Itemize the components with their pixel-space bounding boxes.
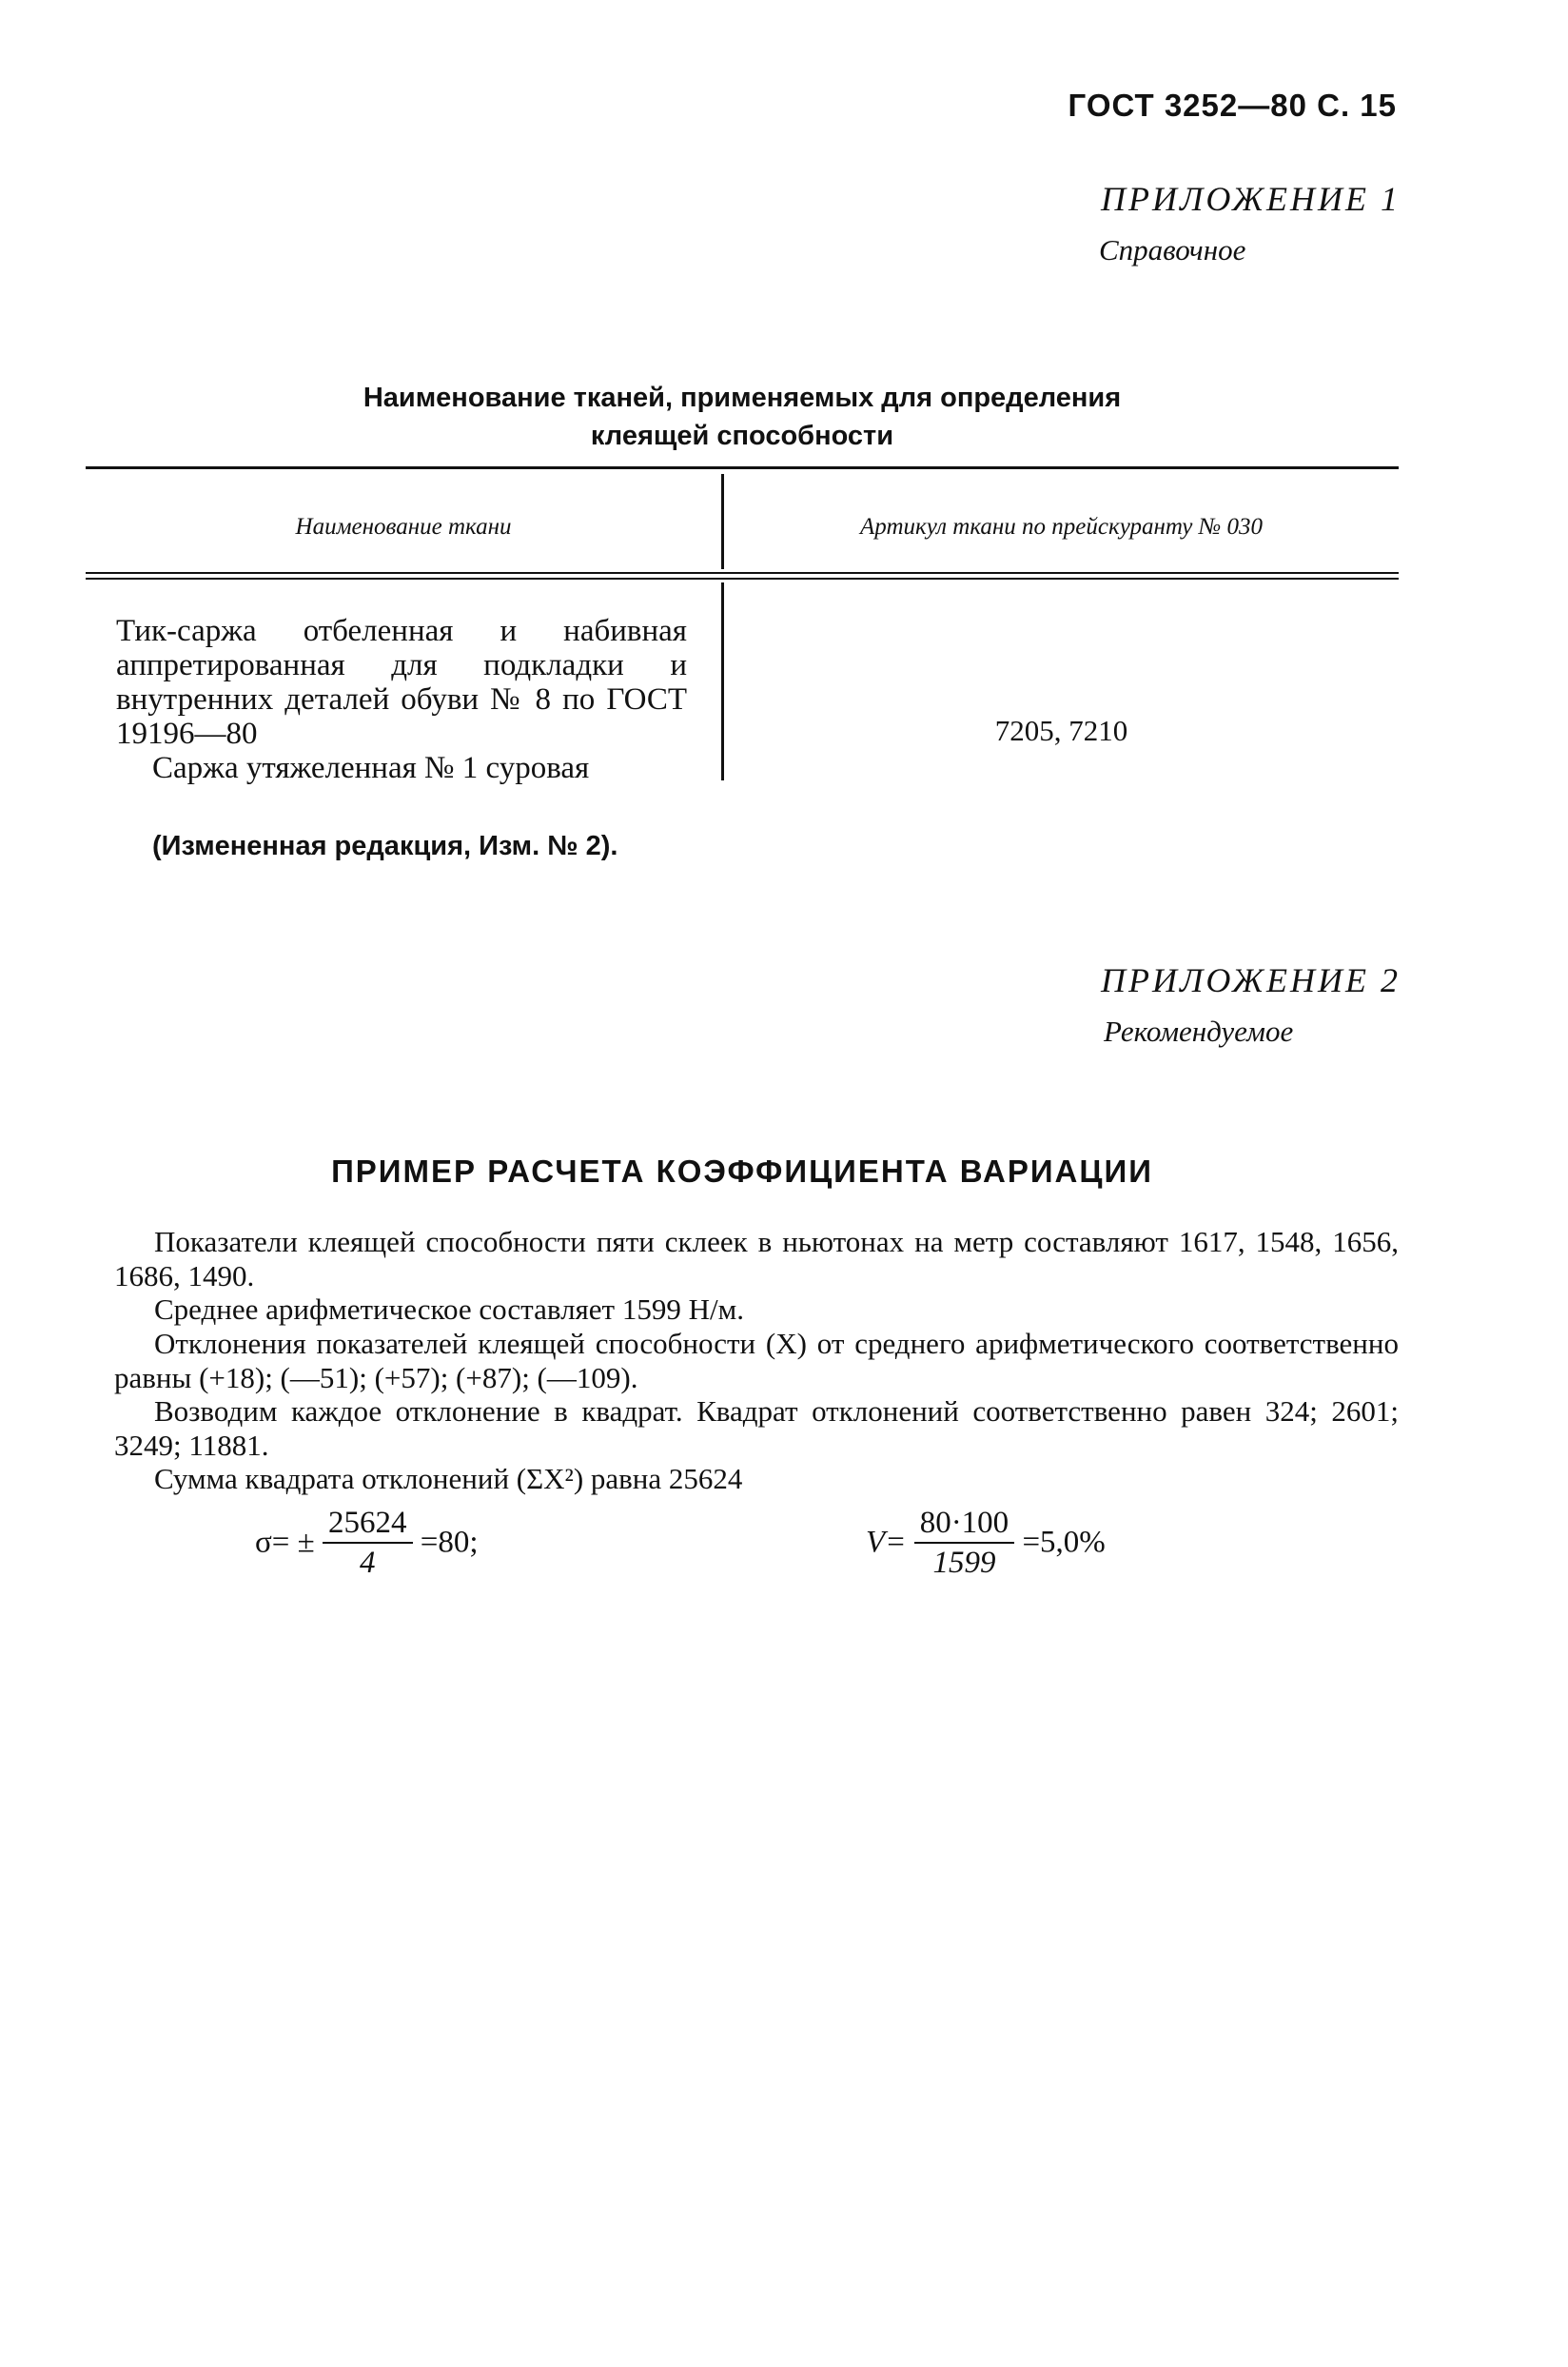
paragraph-squares: Возводим каждое отклонение в квадрат. Квадрат отклонений соответственно равен 324; 2601; 3249; 11881. [114,1394,1399,1462]
paragraph-sum-squares: Сумма квадрата отклонений (ΣX²) равна 25624 [154,1462,743,1495]
table-header-rule-1 [86,572,1399,574]
formula-sigma-fraction [323,1504,413,1582]
table-header-article: Артикул ткани по прейскуранту № 030 [860,514,1263,540]
formula-v-denominator: 1599 [932,1546,996,1580]
appendix-1-title: ПРИЛОЖЕНИЕ 1 [1101,180,1401,218]
section-title: ПРИМЕР РАСЧЕТА КОЭФФИЦИЕНТА ВАРИАЦИИ [331,1154,1153,1189]
table-cell-article-code: 7205, 7210 [994,714,1128,747]
table-top-rule [86,466,1399,469]
formula-sigma-denominator: 4 [360,1546,376,1580]
formula-sigma-result: =80; [420,1525,479,1560]
formula-v-lhs: V= [866,1525,907,1560]
appendix-1-subtitle: Справочное [1099,233,1246,266]
fabric-name-2: Саржа утяжеленная № 1 суровая [152,751,590,785]
appendix-2-subtitle: Рекомендуемое [1104,1015,1294,1048]
formula-variation [866,1504,1106,1582]
table-body-divider [721,582,724,780]
table-caption [86,379,1399,455]
table-caption-line-1: Наименование тканей, применяемых для определения [363,383,1122,413]
formula-sigma-lhs: σ= ± [255,1525,315,1560]
appendix-2-title: ПРИЛОЖЕНИЕ 2 [1101,961,1401,999]
formula-v-numerator: 80·100 [914,1504,1015,1544]
paragraph-deviations: Отклонения показателей клеящей способности (X) от среднего арифметического соответственно равны (+18); (—51); (+57); (+87); (—109). [114,1327,1399,1394]
formula-sigma [255,1504,479,1582]
fabric-name-1: Тик-саржа отбеленная и набивная аппретированная для подкладки и внутренних деталей обуви № 8 по ГОСТ 19196—80 [116,614,687,751]
table-header-rule-2 [86,578,1399,580]
table-cell-fabric-name [116,614,687,785]
formula-v-fraction [914,1504,1015,1582]
paragraph-mean: Среднее арифметическое составляет 1599 Н/м. [154,1292,744,1326]
amendment-note: (Измененная редакция, Изм. № 2). [152,831,618,861]
table-caption-line-2: клеящей способности [590,421,894,451]
paragraph-adhesion-values: Показатели клеящей способности пяти склеек в ньютонах на метр составляют 1617, 1548, 1656, 1686, 1490. [114,1225,1399,1292]
table-header-name: Наименование ткани [295,514,512,540]
document-reference: ГОСТ 3252—80 С. 15 [1068,88,1397,123]
formula-v-result: =5,0% [1022,1525,1106,1560]
formula-sigma-numerator: 25624 [323,1504,413,1544]
